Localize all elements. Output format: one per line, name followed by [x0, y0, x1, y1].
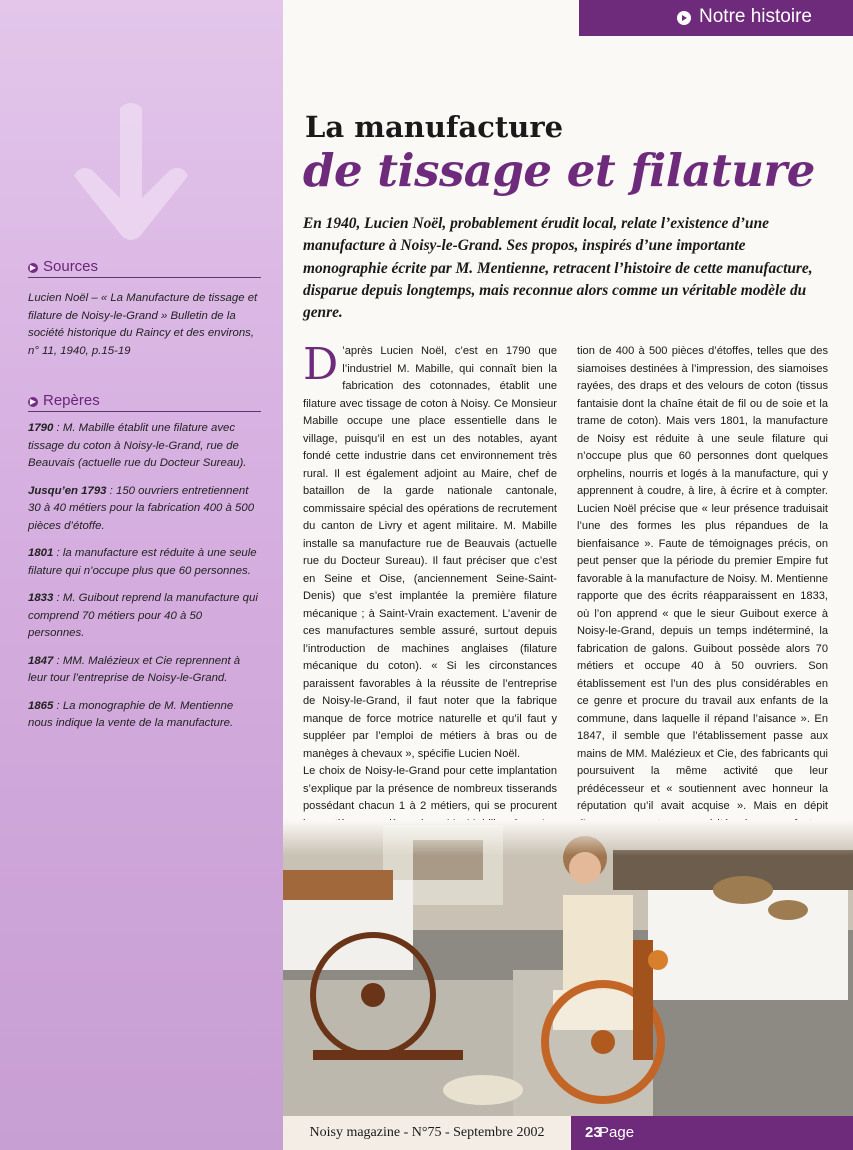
page-number: 23: [585, 1124, 602, 1141]
page-footer: [283, 1116, 853, 1150]
repere-item: 1790 : M. Mabille établit une filature avec tissage du coton à Noisy-le-Grand, rue de Beauvais (actuelle rue du Docteur Sureau).: [28, 422, 247, 469]
drop-cap: D: [303, 339, 339, 390]
repere-item: 1801 : la manufacture est réduite à une seule filature qui n’occupe plus que 60 personnes.: [28, 547, 257, 577]
sidebar: [0, 0, 283, 1150]
play-arrow-icon: [677, 11, 691, 25]
repere-item: 1865 : La monographie de M. Mentienne nous indique la vente de la manufacture.: [28, 699, 234, 729]
page-label: Page: [599, 1124, 635, 1141]
reperes-list: [28, 420, 260, 743]
intro-paragraph: En 1940, Lucien Noël, probablement érudit local, relate l’existence d’une manufacture à Noisy-le-Grand. Ses propos, inspirés d’une importante monographie écrite par M. Mentienne, retracent l’histoire de cette manufacture, disparue depuis longtemps, mais reconnue alors comme un véritable modèle du genre.: [303, 215, 813, 322]
down-arrow-icon: [70, 98, 192, 243]
repere-item: Jusqu’en 1793 : 150 ouvriers entretiennent 30 à 40 métiers pour la fabrication 400 à 500 pièces d’étoffe.: [28, 484, 255, 532]
title-line-2: de tissage et filature: [303, 144, 815, 197]
article-column-1: D ’après Lucien Noël, c’est en 1790 que l’industriel M. Mabille, qui connaît bien la fabrication des cotonnades, établit une filature avec tissage de coton à Noisy. Ce Monsieur Mabille occupe une place essentielle dans le village, puisqu’il en est un des notables, ayant fondé cette industrie dans cet environnement très rural. Il est également adjoint au Maire, chef de bataillon de la garde nationale cantonale, commissaire spécial des opérations de recrutement du canton de Livry et agent militaire. M. Mabille installe sa manufacture rue de Beauvais (actuelle rue du Docteur Sureau). Il faut préciser que c’est en Seine et Oise, (anciennement Seine-Saint-Denis) que s’est implantée la première filature mécanique ; à Saint-Vrain exactement. L’avenir de ces manufactures semble assuré, surtout depuis l’introduction de machines anglaises (filature mécanique du coton). « Si les circonstances paraissent favorables à la réussite de l’entreprise de Noisy-le-Grand, il faut noter que la fabrique manque de force motrice naturelle et qu’il faut y suppléer par l’emploi de métiers à bras ou de manèges à chevaux », spécifie Lucien Noël. Le choix de Noisy-le-Grand pour cette implantation s’explique par la présence de nombreux tisserands possédant chacun 1 à 2 métiers, qui se procurent: [303, 343, 557, 868]
article-column-2: tion de 400 à 500 pièces d’étoffes, telles que des siamoises destinées à l’impression, des siamoises rayées, des draps et des velours de coton (tissus fantaisie dont la chaîne était de fil ou de soie et la trame de coton). Mais vers 1801, la manufacture de Noisy est réduite à une seule filature qui n’occupe plus que 60 personnes dont quelques orphelins, nourris et logés à la manufacture, qui y apprennent à coudre, à lire, à écrire et à compter. Lucien Noël précise que « leur présence traduisait l’une des formes les plus répandues de la bienfaisance ». Faute de témoignages précis, on peut penser que la période du premier Empire fut favorable à la manufacture de Noisy. M. Mentienne rapporte que des écrits réapparaissent en 1833, où l’on apprend « que le sieur Guibout exerce à Noisy-le-Grand, depuis un temps indéterminé, la fabrication de galons. Guibout possède alors 70 métiers et occupe 40 à 50 ouvriers. Son établissement est l’un des plus considérables en ce genre et procure du travail aux enfants de la commune, dans laquelle il répand l’aisance ». En 1847, il semble que l’établissement passe aux mains de MM. Malézieux et Cie, des fabricants qui poursuivent la même activité que leur prédécesseur et « soutiennent avec honneur la réputation qu’il avait acquise ». Mais en dépit: [577, 343, 828, 868]
section-banner: [579, 0, 853, 36]
bullet-arrow-icon: ▶: [29, 397, 37, 406]
page-number-bar: [571, 1116, 853, 1150]
section-label: Notre histoire: [699, 6, 812, 27]
title-line-1: La manufacture: [305, 110, 564, 144]
repere-item: 1847 : MM. Malézieux et Cie reprennent à leur tour l’entreprise de Noisy-le-Grand.: [28, 654, 241, 684]
magazine-info: Noisy magazine - N°75 - Septembre 2002: [283, 1116, 571, 1150]
spinning-wheel-photo: [283, 820, 853, 1116]
bullet-arrow-icon: ▶: [29, 263, 37, 272]
paragraph: Le choix de Noisy-le-Grand pour cette implantation s’explique par la présence de nombreux tisserands possédant chacun 1 à 2 métiers, qui se procurent: [303, 765, 557, 812]
reperes-heading: ▶ Repères: [28, 392, 261, 412]
sources-heading: ▶ Sources: [28, 258, 261, 278]
repere-item: 1833 : M. Guibout reprend la manufacture qui comprend 70 métiers pour 40 à 50 personnes.: [28, 592, 258, 639]
sources-text: Lucien Noël – « La Manufacture de tissage et filature de Noisy-le-Grand » Bulletin de la société historique du Raincy et des environs, n° 11, 1940, p.15-19: [28, 292, 258, 357]
